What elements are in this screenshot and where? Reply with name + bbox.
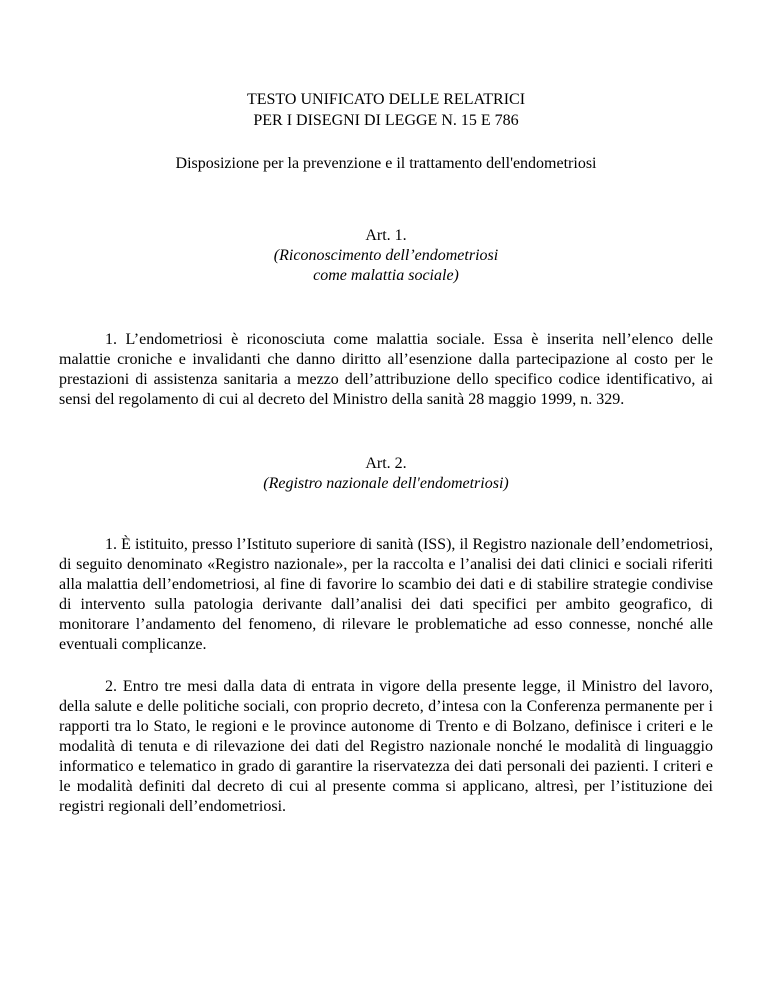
article-paragraph: 1. È istituito, presso l’Istituto superiore di sanità (ISS), il Registro nazionale dell’endometriosi, di seguito denominato «Registro nazionale», per la raccolta e l’analisi dei dati clinici e sociali riferiti alla malattia dell’endometriosi, al fine di favorire lo scambio dei dati e di stabilire strategie condivise di intervento sulla patologia derivante dall’analisi dei dati specifici per ambito geografico, di monitorare l’andamento del fenomeno, di rilevare le problematiche ad esso connesse, nonché alle eventuali complicanze. bbox=[59, 536, 713, 653]
article-number: Art. 1. bbox=[365, 227, 407, 244]
document-subtitle: Disposizione per la prevenzione e il trattamento dell'endometriosi bbox=[175, 155, 597, 172]
article-paragraph: 2. Entro tre mesi dalla data di entrata in vigore della presente legge, il Ministro del lavoro, della salute e delle politiche sociali, con proprio decreto, d’intesa con la Conferenza permanente per i rapporti tra lo Stato, le regioni e le province autonome di Trento e di Bolzano, definisce i criteri e le modalità di tenuta e di rilevazione dei dati del Registro nazionale nonché le modalità di linguaggio informatico e telematico in grado di garantire la riservatezza dei dati personali dei pazienti. I criteri e le modalità definiti dal decreto di cui al presente comma si applicano, altresì, per l’istituzione dei registri regionali dell’endometriosi. bbox=[59, 678, 713, 815]
article-number: Art. 2. bbox=[365, 455, 407, 472]
article-2 bbox=[59, 454, 713, 817]
document-page bbox=[59, 0, 713, 817]
article-rubric-line-1: (Registro nazionale dell'endometriosi) bbox=[263, 475, 509, 492]
article-paragraph: 1. L’endometriosi è riconosciuta come malattia sociale. Essa è inserita nell’elenco delle malattie croniche e invalidanti che danno diritto all’esenzione dalla partecipazione al costo per le prestazioni di assistenza sanitaria a mezzo dell’attribuzione dello specifico codice identificativo, ai sensi del regolamento di cui al decreto del Ministro della sanità 28 maggio 1999, n. 329. bbox=[59, 331, 713, 408]
article-rubric-line-2: come malattia sociale) bbox=[313, 267, 459, 284]
article-rubric-line-1: (Riconoscimento dell’endometriosi bbox=[273, 247, 499, 264]
document-title bbox=[59, 89, 713, 131]
title-line-2: PER I DISEGNI DI LEGGE N. 15 E 786 bbox=[253, 112, 519, 129]
article-1 bbox=[59, 226, 713, 410]
title-line-1: TESTO UNIFICATO DELLE RELATRICI bbox=[246, 91, 526, 108]
